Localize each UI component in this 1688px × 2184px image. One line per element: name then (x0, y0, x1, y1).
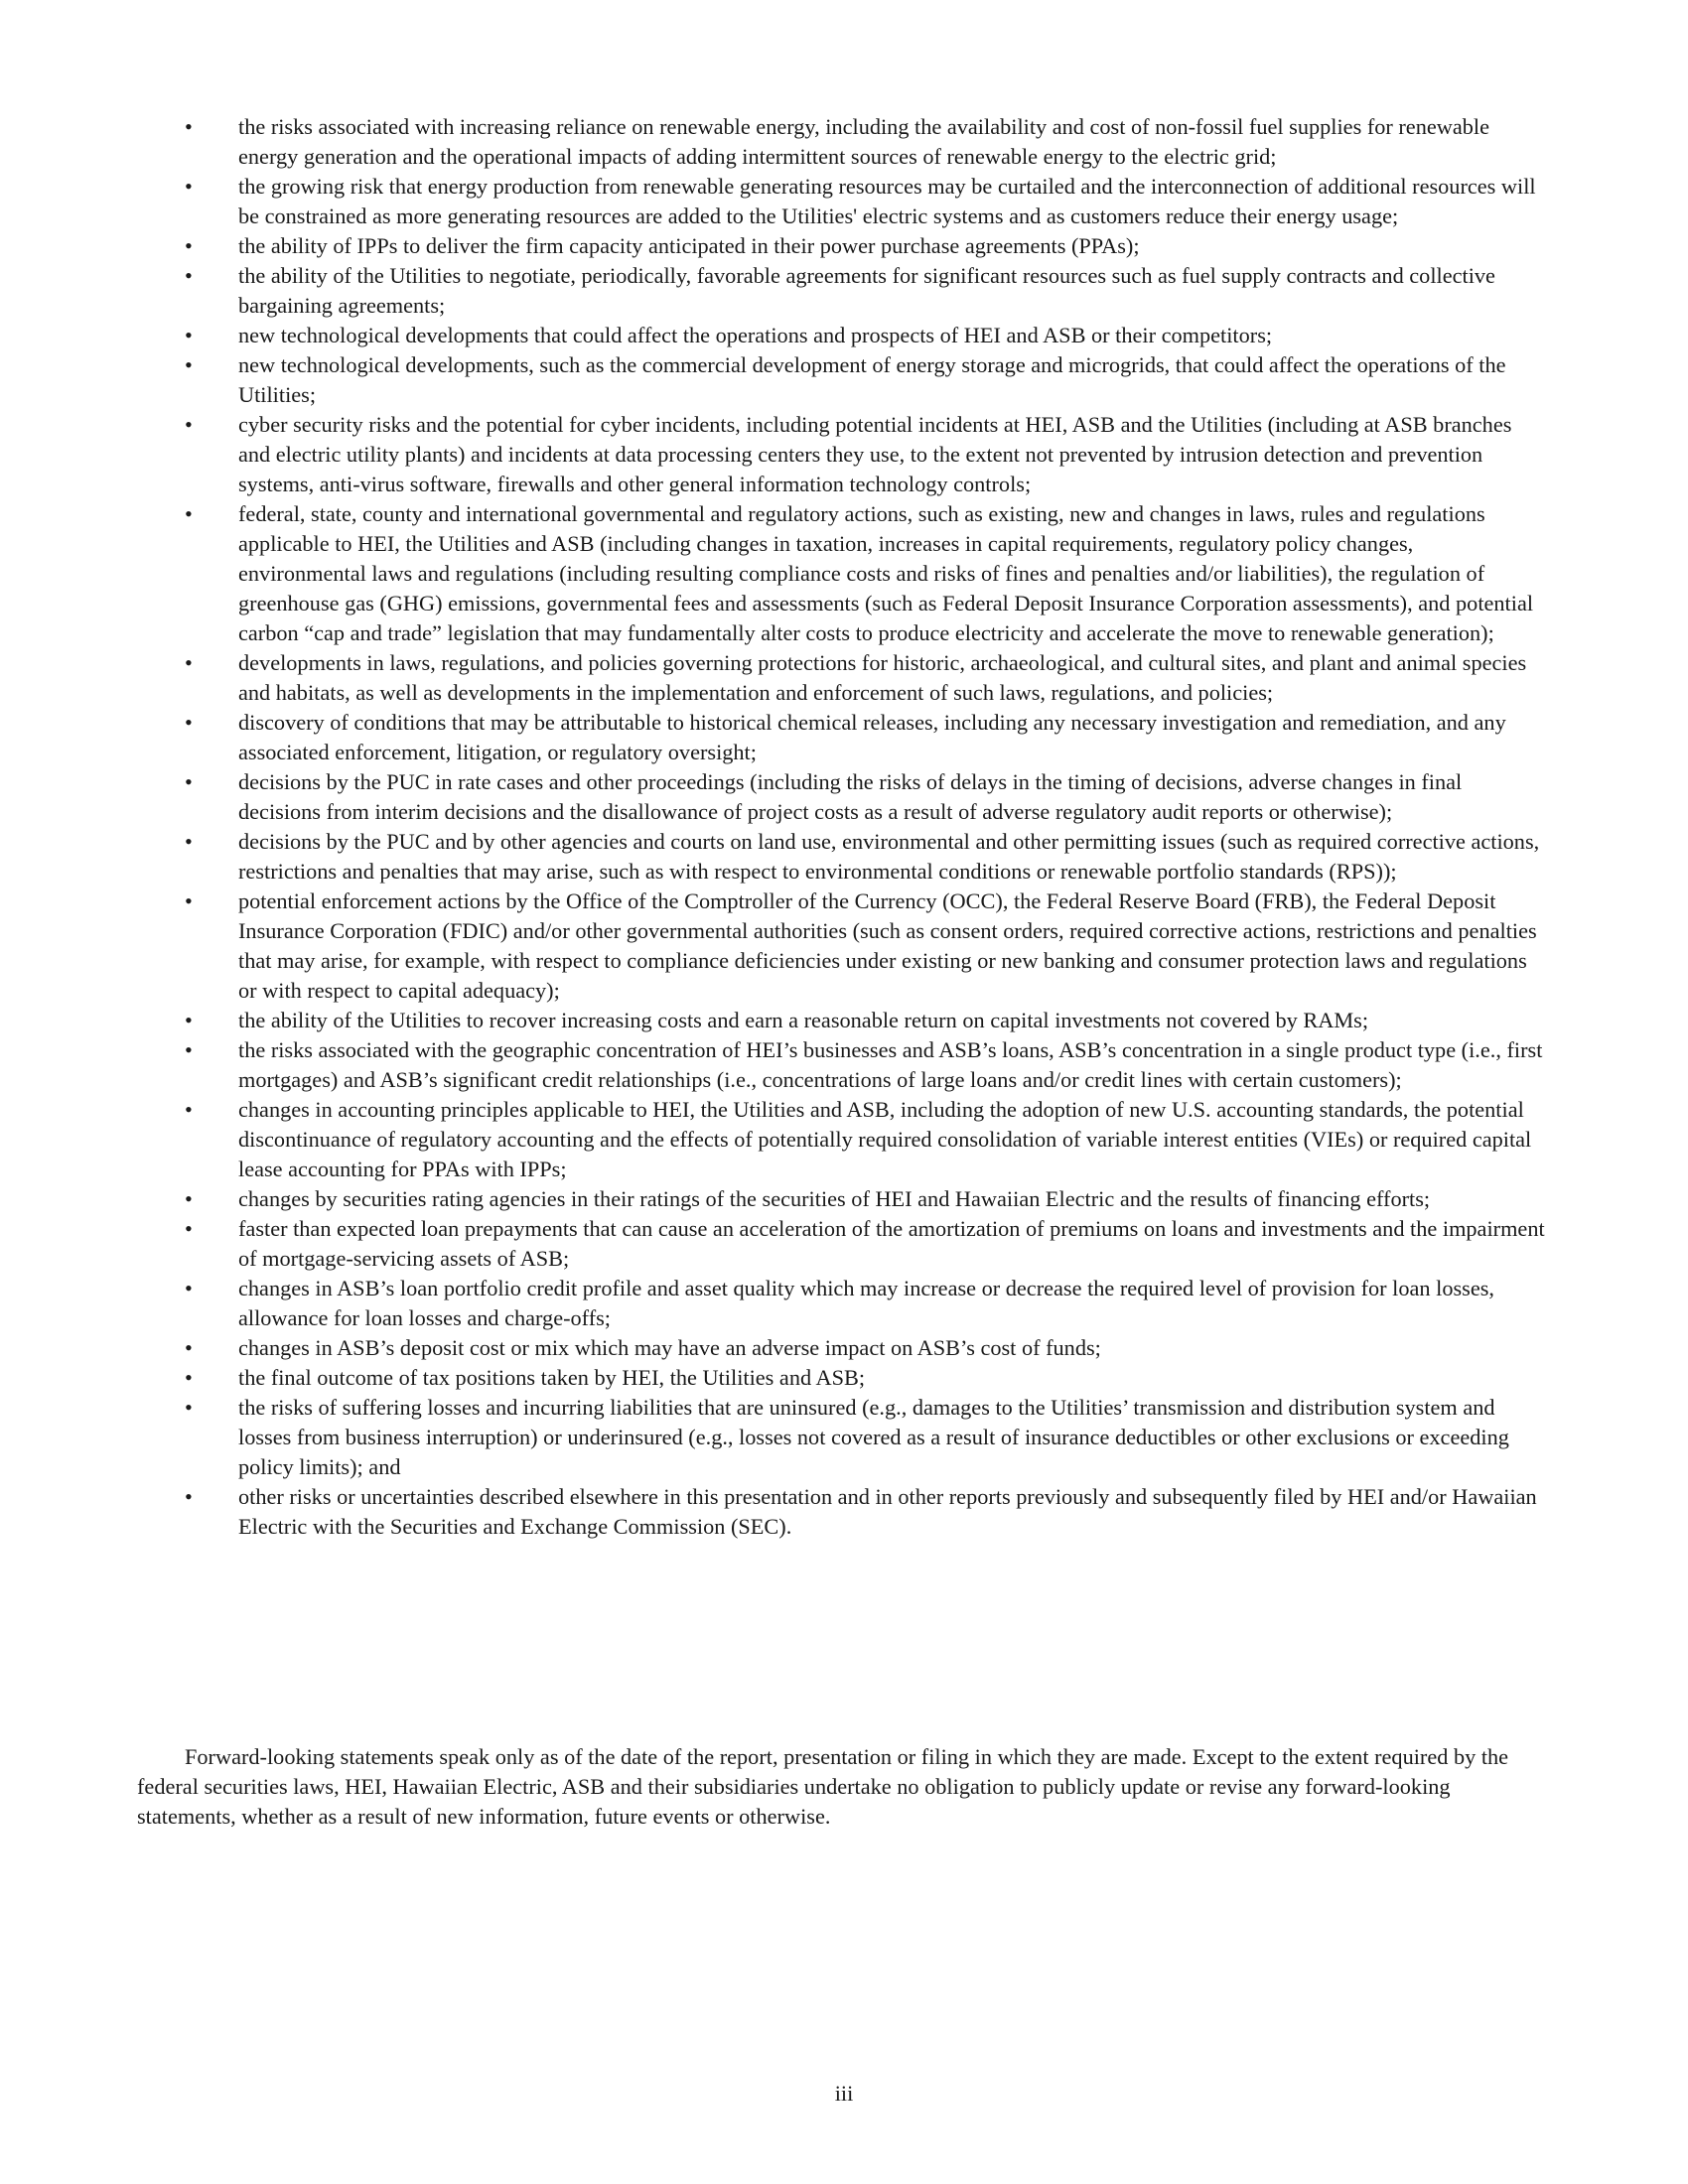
bullet-icon: • (185, 263, 193, 288)
bullet-icon: • (185, 1276, 193, 1300)
bullet-icon: • (185, 769, 193, 794)
bullet-icon: • (185, 1008, 193, 1032)
list-item (185, 172, 1545, 231)
list-item (185, 1274, 1545, 1333)
list-item (185, 321, 1545, 350)
bullet-icon: • (185, 233, 193, 258)
bullet-icon: • (185, 650, 193, 675)
list-item (185, 708, 1545, 767)
list-item (185, 1214, 1545, 1274)
list-item-text: decisions by the PUC and by other agencies and courts on land use, environmental and other permitting issues (such as required corrective actions, restrictions and penalties that may arise, such as with respect to environmental conditions or renewable portfolio standards (RPS)); (238, 829, 1540, 884)
closing-paragraph: Forward-looking statements speak only as of the date of the report, presentation or filing in which they are made. Except to the extent required by the federal securities laws, HEI, Hawaiian Electric, ASB and their subsidiaries undertake no obligation to publicly update or revise any forward-looking statements, whether as a result of new information, future events or otherwise. (137, 1744, 1509, 1829)
list-item (185, 499, 1545, 648)
list-item (185, 1393, 1545, 1482)
bullet-icon: • (185, 829, 193, 854)
list-item (185, 261, 1545, 321)
bullet-icon: • (185, 1037, 193, 1062)
list-item-text: developments in laws, regulations, and policies governing protections for historic, archaeological, and cultural sites, and plant and animal species and habitats, as well as developments in the implementation and enforcement of such laws, regulations, and policies; (238, 650, 1527, 705)
list-item-text: the ability of the Utilities to recover increasing costs and earn a reasonable return on capital investments not covered by RAMs; (238, 1008, 1369, 1032)
list-item-text: the growing risk that energy production from renewable generating resources may be curtailed and the interconnection of additional resources will be constrained as more generating resources are added to the Utilities' electric systems and as customers reduce their energy usage; (238, 174, 1536, 228)
list-item (185, 827, 1545, 887)
bullet-icon: • (185, 1484, 193, 1509)
list-item-text: discovery of conditions that may be attributable to historical chemical releases, including any necessary investigation and remediation, and any associated enforcement, litigation, or regulatory oversight; (238, 710, 1506, 764)
list-item-text: changes in accounting principles applicable to HEI, the Utilities and ASB, including the adoption of new U.S. accounting standards, the potential discontinuance of regulatory accounting and the effects of potentially required consolidation of variable interest entities (VIEs) or required capital lease accounting for PPAs with IPPs; (238, 1097, 1532, 1181)
list-item-text: cyber security risks and the potential for cyber incidents, including potential incidents at HEI, ASB and the Utilities (including at ASB branches and electric utility plants) and incidents at data processing centers they use, to the extent not prevented by intrusion detection and prevention systems, anti-virus software, firewalls and other general information technology controls; (238, 412, 1512, 496)
bullet-icon: • (185, 114, 193, 139)
bullet-icon: • (185, 501, 193, 526)
list-item-text: federal, state, county and international governmental and regulatory actions, such as existing, new and changes in laws, rules and regulations applicable to HEI, the Utilities and ASB (including changes in taxation, increases in capital requirements, regulatory policy changes, environmental laws and regulations (including resulting compliance costs and risks of fines and penalties and/or liabilities), the regulation of greenhouse gas (GHG) emissions, governmental fees and assessments (such as Federal Deposit Insurance Corporation assessments), and potential carbon “cap and trade” legislation that may fundamentally alter costs to produce electricity and accelerate the move to renewable generation); (238, 501, 1534, 645)
bullet-icon: • (185, 323, 193, 347)
list-item-text: decisions by the PUC in rate cases and other proceedings (including the risks of delays in the timing of decisions, adverse changes in final decisions from interim decisions and the disallowance of project costs as a result of adverse regulatory audit reports or otherwise); (238, 769, 1463, 824)
bullet-icon: • (185, 352, 193, 377)
bullet-icon: • (185, 412, 193, 437)
list-item (185, 1363, 1545, 1393)
bullet-icon: • (185, 1097, 193, 1122)
list-item-text: faster than expected loan prepayments that can cause an acceleration of the amortization of premiums on loans and investments and the impairment of mortgage-servicing assets of ASB; (238, 1216, 1545, 1271)
list-item (185, 1482, 1545, 1542)
list-item (185, 350, 1545, 410)
list-item (185, 231, 1545, 261)
bullet-icon: • (185, 174, 193, 199)
list-item (185, 1333, 1545, 1363)
list-item-text: changes by securities rating agencies in their ratings of the securities of HEI and Hawaiian Electric and the results of financing efforts; (238, 1186, 1431, 1211)
list-item-text: the risks associated with the geographic concentration of HEI’s businesses and ASB’s loans, ASB’s concentration in a single product type (i.e., first mortgages) and ASB’s significant credit relationships (i.e., concentrations of large loans and/or credit lines with certain customers); (238, 1037, 1543, 1092)
list-item-text: the final outcome of tax positions taken by HEI, the Utilities and ASB; (238, 1365, 866, 1390)
bullet-icon: • (185, 888, 193, 913)
list-item-text: changes in ASB’s loan portfolio credit profile and asset quality which may increase or decrease the required level of provision for loan losses, allowance for loan losses and charge-offs; (238, 1276, 1494, 1330)
list-item (185, 410, 1545, 499)
list-item (185, 648, 1545, 708)
list-item-text: potential enforcement actions by the Office of the Comptroller of the Currency (OCC), the Federal Reserve Board (FRB), the Federal Deposit Insurance Corporation (FDIC) and/or other governmental authorities (such as consent orders, required corrective actions, restrictions and penalties that may arise, for example, with respect to compliance deficiencies under existing or new banking and consumer protection laws and regulations or with respect to capital adequacy); (238, 888, 1537, 1003)
list-item (185, 1184, 1545, 1214)
risk-factor-list (185, 112, 1545, 1542)
bullet-icon: • (185, 1216, 193, 1241)
list-item (185, 887, 1545, 1006)
list-item-text: the ability of the Utilities to negotiate, periodically, favorable agreements for significant resources such as fuel supply contracts and collective bargaining agreements; (238, 263, 1495, 318)
list-item (185, 1095, 1545, 1184)
list-item-text: new technological developments, such as the commercial development of energy storage and microgrids, that could affect the operations of the Utilities; (238, 352, 1506, 407)
list-item-text: the risks associated with increasing reliance on renewable energy, including the availability and cost of non-fossil fuel supplies for renewable energy generation and the operational impacts of adding intermittent sources of renewable energy to the electric grid; (238, 114, 1489, 169)
list-item (185, 112, 1545, 172)
bullet-icon: • (185, 1365, 193, 1390)
page-number: iii (834, 2081, 854, 2106)
list-item (185, 1006, 1545, 1035)
bullet-icon: • (185, 1335, 193, 1360)
list-item-text: new technological developments that could affect the operations and prospects of HEI and ASB or their competitors; (238, 323, 1273, 347)
list-item-text: changes in ASB’s deposit cost or mix which may have an adverse impact on ASB’s cost of funds; (238, 1335, 1101, 1360)
list-item-text: the ability of IPPs to deliver the firm capacity anticipated in their power purchase agreements (PPAs); (238, 233, 1140, 258)
list-item (185, 767, 1545, 827)
list-item (185, 1035, 1545, 1095)
list-item-text: other risks or uncertainties described elsewhere in this presentation and in other reports previously and subsequently filed by HEI and/or Hawaiian Electric with the Securities and Exchange Commission (SEC). (238, 1484, 1537, 1539)
bullet-icon: • (185, 1395, 193, 1420)
bullet-icon: • (185, 710, 193, 735)
list-item-text: the risks of suffering losses and incurring liabilities that are uninsured (e.g., damages to the Utilities’ transmission and distribution system and losses from business interruption) or underinsured (e.g., losses not covered as a result of insurance deductibles or other exclusions or exceeding policy limits); and (238, 1395, 1509, 1479)
bullet-icon: • (185, 1186, 193, 1211)
